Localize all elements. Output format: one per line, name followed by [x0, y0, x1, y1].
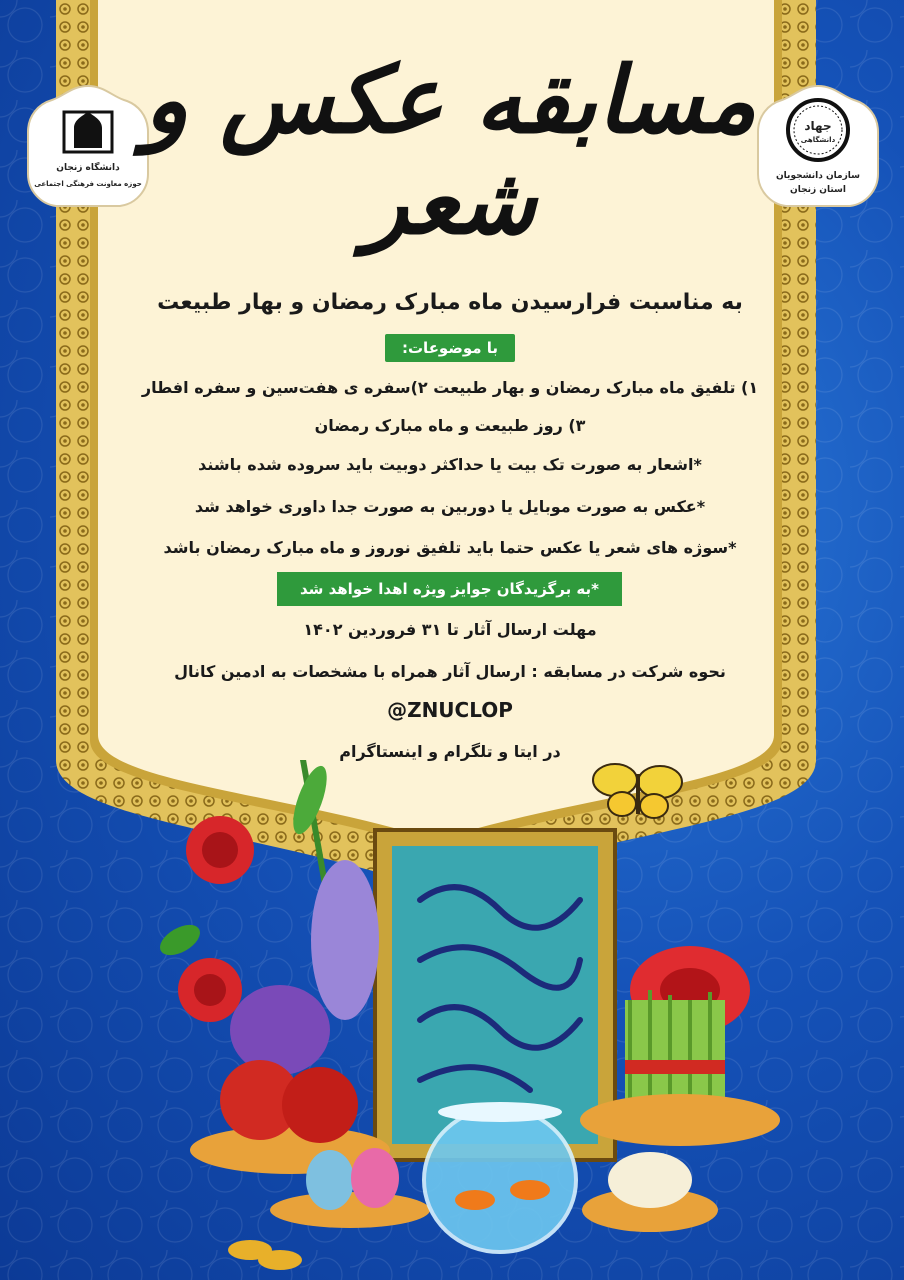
- university-logo-caption: حوزه معاونت فرهنگی اجتماعی: [34, 180, 142, 188]
- topic-line-2: ۳) روز طبیعت و ماه مبارک رمضان: [314, 416, 586, 435]
- rule-1: *اشعار به صورت تک بیت یا حداکثر دوبیت باید سروده شده باشند: [198, 455, 702, 474]
- jahad-logo-sub: دانشگاهی: [800, 136, 836, 144]
- haft-sin-illustration: [160, 760, 790, 1280]
- butterfly-icon: [593, 764, 682, 818]
- topic-line-1: ۱) تلفیق ماه مبارک رمضان و بهار طبیعت ۲)سفره ی هفت‌سین و سفره افطار: [141, 378, 759, 397]
- rule-3: *سوژه های شعر یا عکس حتما باید تلفیق نوروز و ماه مبارک رمضان باشد: [163, 538, 737, 557]
- prize-banner: *به برگزیدگان جوایز ویژه اهدا خواهد شد: [277, 572, 622, 606]
- poster-title: مسابقه عکس و شعر: [143, 46, 757, 256]
- rule-2: *عکس به صورت موبایل یا دوربین به صورت جدا داوری خواهد شد: [194, 497, 706, 516]
- platforms: در ایتا و تلگرام و اینستاگرام: [339, 742, 561, 761]
- deadline: مهلت ارسال آثار تا ۳۱ فروردین ۱۴۰۲: [303, 620, 597, 639]
- jahad-logo-name: جهاد: [804, 119, 832, 133]
- poster-subtitle: به مناسبت فرارسیدن ماه مبارک رمضان و بهار طبیعت: [157, 290, 743, 315]
- jahad-caption-2: استان زنجان: [790, 185, 846, 195]
- flowers-left: [160, 760, 379, 1075]
- channel-handle: @ZNUCLOP: [387, 698, 513, 722]
- topics-label: با موضوعات:: [385, 334, 515, 362]
- how-to-participate: نحوه شرکت در مسابقه : ارسال آثار همراه با مشخصات به ادمین کانال: [174, 662, 726, 681]
- jahad-caption-1: سازمان دانشجویان: [776, 171, 860, 181]
- university-logo-name: دانشگاه زنجان: [56, 163, 120, 173]
